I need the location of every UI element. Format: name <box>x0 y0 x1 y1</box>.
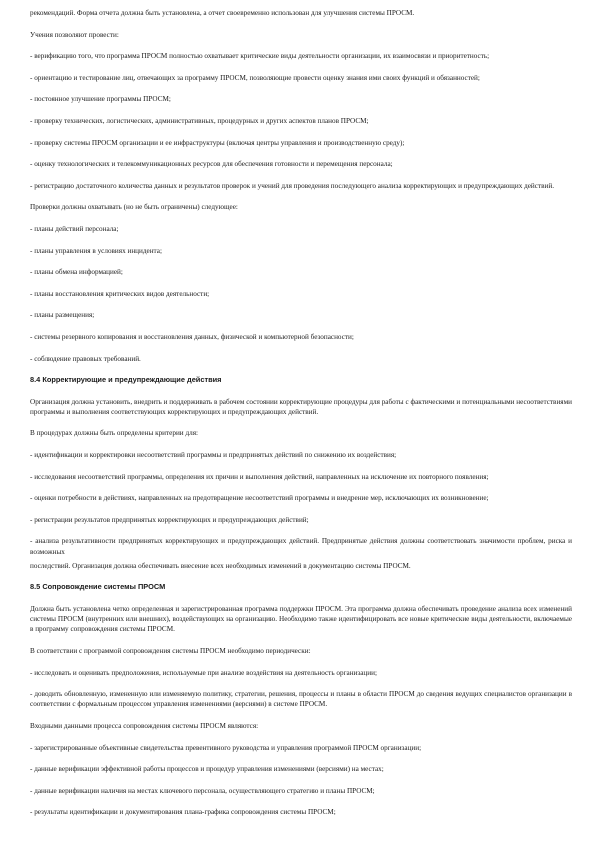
paragraph: - планы управления в условиях инцидента; <box>30 246 162 255</box>
document-page <box>30 8 572 829</box>
paragraph: - зарегистрированные объективные свидетельства превентивного руководства и управления программой ПРОСМ организации; <box>30 743 422 752</box>
paragraph: рекомендаций. Форма отчета должна быть установлена, а отчет своевременно использован для улучшения системы ПРОСМ. <box>30 9 415 17</box>
paragraph: - ориентацию и тестирование лиц, отвечающих за программу ПРОСМ, позволяющие провести оценку знания ими своих функций и обязанностей; <box>30 73 480 82</box>
paragraph: - регистрацию достаточного количества данных и результатов проверок и учений для проведения последующего анализа корректирующих и предупреждающих действий. <box>30 181 554 190</box>
paragraph: последствий. Организация должна обеспечивать внесение всех необходимых изменений в документацию системы ПРОСМ. <box>30 561 411 570</box>
paragraph: - регистрации результатов предпринятых корректирующих и предупреждающих действий; <box>30 515 309 524</box>
section-heading: 8.4 Корректирующие и предупреждающие действия <box>30 375 222 385</box>
paragraph: - планы восстановления критических видов деятельности; <box>30 289 210 298</box>
paragraph: В соответствии с программой сопровождения системы ПРОСМ необходимо периодически: <box>30 647 311 656</box>
paragraph: Учения позволяют провести: <box>30 30 119 39</box>
paragraph: - оценку технологических и телекоммуникационных ресурсов для обеспечения готовности и перемещения персонала; <box>30 160 393 169</box>
paragraph: - системы резервного копирования и восстановления данных, физической и компьютерной безопасности; <box>30 332 354 341</box>
paragraph: - планы обмена информацией; <box>30 268 123 277</box>
paragraph: - соблюдение правовых требований. <box>30 354 141 363</box>
paragraph: - проверку технических, логистических, административных, процедурных и других аспектов планов ПРОСМ; <box>30 116 369 125</box>
paragraph: - данные верификации эффективной работы процессов и процедур управления изменениями (версиями) на местах; <box>30 765 384 774</box>
paragraph: - результаты идентификации и документирования плана-графика сопровождения системы ПРОСМ; <box>30 808 336 817</box>
paragraph: - данные верификации наличия на местах ключевого персонала, осуществляющего стратегию и планы ПРОСМ; <box>30 786 375 795</box>
paragraph: - анализа результативности предпринятых корректирующих и предупреждающих действий. Предпринятые действия должны соответствовать значимости проблем, риска и возможных <box>30 537 572 556</box>
paragraph: - оценки потребности в действиях, направленных на предотвращение несоответствий программы и внедрение мер, исключающих их возникновение; <box>30 494 489 503</box>
section-heading: 8.5 Сопровождение системы ПРОСМ <box>30 582 166 592</box>
paragraph: - верификацию того, что программа ПРОСМ полностью охватывает критические виды деятельности организации, их взаимосвязи и приоритетность; <box>30 52 490 61</box>
paragraph: - доводить обновленную, измененную или изменяемую политику, стратегии, решения, процессы и планы в области ПРОСМ до сведения ведущих специалистов организации в соответствии с формальным процессом управления изменениями (версиями) в системе ПРОСМ. <box>30 690 572 709</box>
paragraph: - исследовать и оценивать предположения, используемые при анализе воздействия на деятельность организации; <box>30 668 377 677</box>
paragraph: - планы действий персонала; <box>30 224 119 233</box>
paragraph: Организация должна установить, внедрить и поддерживать в рабочем состоянии корректирующие процедуры для работы с фактическими и потенциальными несоответствиями программы и выполнения соответствующих корректирующих и предупреждающих действий. <box>30 397 572 416</box>
paragraph: В процедурах должны быть определены критерии для: <box>30 429 198 438</box>
paragraph: - планы размещения; <box>30 311 95 320</box>
paragraph: - проверку системы ПРОСМ организации и ее инфраструктуры (включая центры управления и производственную среду); <box>30 138 405 147</box>
paragraph: Должна быть установлена четко определенная и зарегистрированная программа поддержки ПРОСМ. Эта программа должна обеспечивать проведение анализа всех изменений системы ПРОСМ (внутренних или внешних), воздействующих на организацию. Необходимо также идентифицировать все новые критические виды деятельности, включаемые в программу сопровождения системы ПРОСМ. <box>30 605 572 634</box>
paragraph: Проверки должны охватывать (но не быть ограничены) следующее: <box>30 203 238 212</box>
paragraph: - идентификации и корректировки несоответствий программы и предпринятых действий по снижению их воздействия; <box>30 451 397 460</box>
paragraph: - исследования несоответствий программы, определения их причин и выполнения действий, направленных на исключение их повторного появления; <box>30 472 489 481</box>
paragraph: Входными данными процесса сопровождения системы ПРОСМ являются: <box>30 722 259 731</box>
paragraph: - постоянное улучшение программы ПРОСМ; <box>30 95 171 104</box>
